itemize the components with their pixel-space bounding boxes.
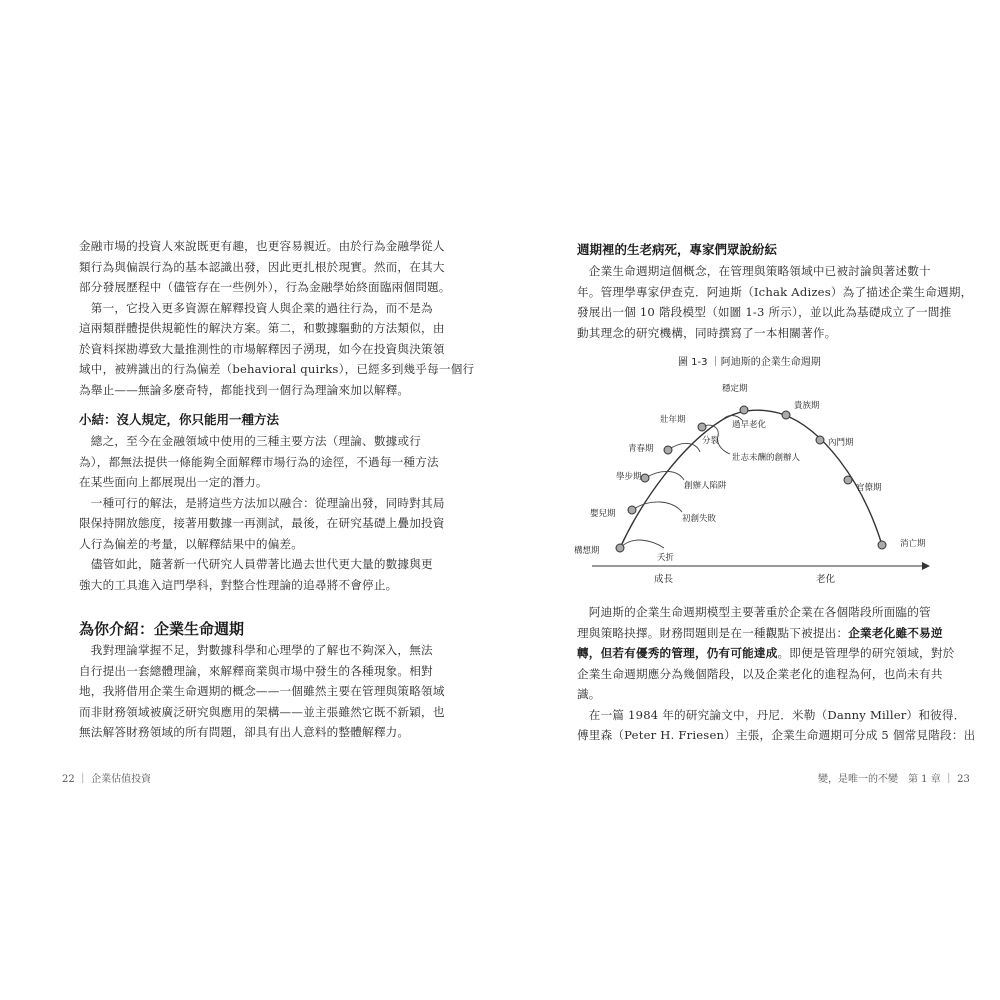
trap-arc-1 — [620, 540, 664, 548]
text-line — [577, 623, 943, 644]
text-line: 部分發展歷程中（儘管存在一些例外），行為金融學始終面臨兩個問題。 — [79, 280, 451, 294]
text-line: 自行提出一套總體理論，來解釋商業與市場中發生的各種現象。相對 — [79, 663, 433, 678]
text-line: 我對理論掌握不足，對數據科學和心理學的了解也不夠深入，無法 — [79, 643, 433, 657]
text-line — [577, 705, 966, 726]
line-text: 企業生命週期應分為幾個階段，以及企業老化的進程為何，也尚未有共 — [577, 666, 943, 681]
right-page — [500, 0, 1000, 1000]
right-footer: 變，是唯一的不變 第 1 章 ｜ 23 — [818, 774, 970, 785]
stage-dot-infancy — [628, 506, 636, 514]
text-line — [577, 602, 931, 623]
stage-dot-bureaucracy — [844, 476, 852, 484]
stage-label-3: 青春期 — [628, 444, 654, 454]
right-after-paragraph — [577, 602, 976, 746]
trap-label-3: 分裂 — [702, 436, 720, 446]
text-line: 在某些面向上都展現出一定的潛力。 — [79, 475, 268, 489]
text-line: 而非財務領域被廣泛研究與應用的架構——並主張雖然它既不新穎，也 — [79, 704, 445, 719]
text-line — [577, 725, 976, 746]
trap-label-1: 初創失敗 — [682, 514, 717, 524]
trap-label-4: 過早老化 — [732, 420, 767, 430]
text-line: 儘管如此，隨著新一代研究人員帶著比過去世代更大量的數據與更 — [79, 557, 433, 571]
text-line: 限保持開放態度，接著用數據一再測試，最後，在研究基礎上疊加投資 — [79, 516, 445, 530]
text-line: 這兩類群體提供規範性的解決方案。第二，和數據驅動的方法類似，由 — [79, 321, 445, 335]
text-line: 強大的工具進入這門學科，對整合性理論的追尋將不會停止。 — [79, 577, 398, 592]
right-intro-paragraph — [577, 261, 973, 343]
stage-label-6: 貴族期 — [794, 401, 820, 411]
text-line: 地，我將借用企業生命週期的概念——一個雖然主要在管理與策略領域 — [79, 684, 445, 698]
text-line — [577, 664, 943, 685]
stage-label-0: 構想期 — [574, 546, 600, 556]
stage-label-8: 官僚期 — [856, 483, 882, 493]
stage-label-4: 壯年期 — [660, 415, 686, 425]
emphasis-text: 企業老化雖不易逆 — [848, 625, 943, 640]
intro-paragraph — [79, 236, 475, 400]
text-line: 於資料探勘導致大量推測性的市場解釋因子湧現，如今在投資與決策領 — [79, 341, 445, 356]
text-line: 發展出一個 10 階段模型（如圖 1-3 所示），並以此為基礎成立了一間推 — [577, 305, 952, 319]
stage-label-5: 穩定期 — [722, 384, 748, 394]
trap-arc-4 — [668, 443, 700, 452]
stage-dot-aristocracy — [782, 411, 790, 419]
stage-dot-stable — [740, 406, 748, 414]
text-line: 年。管理學專家伊查克．阿迪斯（Ichak Adizes）為了描述企業生命週期， — [577, 284, 973, 299]
stage-label-9: 消亡期 — [900, 539, 926, 549]
right-heading: 週期裡的生老病死，專家們眾說紛紜 — [577, 242, 778, 257]
axis-label-aging: 老化 — [816, 574, 836, 585]
stage-label-7: 內鬥期 — [828, 438, 854, 448]
line-text: 識。 — [577, 687, 601, 701]
text-line: 金融市場的投資人來說既更有趣，也更容易親近。由於行為金融學從人 — [79, 239, 445, 253]
figure-title: 圖 1-3 ｜阿迪斯的企業生命週期 — [678, 357, 821, 368]
trap-label-5: 壯志未酬的創辦人 — [732, 453, 801, 463]
axis-arrow — [922, 562, 930, 570]
stage-dot-recrimination — [816, 436, 824, 444]
stage-label-2: 學步期 — [616, 472, 642, 482]
text-line: 為），都無法提供一條能夠全面解釋市場行為的途徑，不過每一種方法 — [79, 454, 439, 469]
text-line: 無法解答財務領域的所有問題，卻具有出人意料的整體解釋力。 — [79, 725, 410, 739]
text-line: 為舉止——無論多麼奇特，都能找到一個行為理論來加以解釋。 — [79, 382, 410, 397]
text-line: 總之，至今在金融領域中使用的三種主要方法（理論、數據或行 — [79, 434, 422, 448]
line-text: 阿迪斯的企業生命週期模型主要著重於企業在各個階段所面臨的管 — [577, 605, 931, 619]
line-text: 在一篇 1984 年的研究論文中，丹尼．米勒（Danny Miller）和彼得． — [577, 707, 966, 722]
text-line: 企業生命週期這個概念，在管理與策略領域中已被討論與著述數十 — [577, 264, 931, 278]
stage-dot-prime — [698, 423, 706, 431]
text-line — [577, 643, 955, 664]
text-line: 動其理念的研究機構，同時撰寫了一本相關著作。 — [577, 325, 837, 340]
trap-label-2: 創辦人陷阱 — [684, 481, 727, 491]
section-paragraph — [79, 640, 445, 743]
text-line — [577, 684, 931, 705]
stage-dot-gogo — [641, 474, 649, 482]
section-heading: 為你介紹：企業生命週期 — [79, 620, 245, 638]
text-line: 類行為與偏誤行為的基本認識出發，因此更扎根於現實。然而，在其大 — [79, 259, 445, 274]
line-text: 。即便是管理學的研究領域，對於 — [777, 646, 955, 660]
line-text: 傅里森（Peter H. Friesen）主張，企業生命週期可分成 5 個常見階段：出 — [577, 728, 976, 742]
emphasis-text: 轉，但若有優秀的管理，仍有可能達成 — [577, 646, 778, 660]
text-line: 第一，它投入更多資源在解釋投資人與企業的過往行為，而不是為 — [79, 300, 433, 315]
lifecycle-curve — [620, 410, 882, 548]
lifecycle-diagram — [572, 370, 942, 590]
stage-dot-adolescence — [664, 446, 672, 454]
text-line: 域中，被辨識出的行為偏差（behavioral quirks），已經多到幾乎每一個行 — [79, 362, 475, 376]
line-text: 理與策略抉擇。財務問題則是在一種觀點下被提出： — [577, 625, 849, 640]
axis-label-growth: 成長 — [654, 574, 674, 585]
stage-label-1: 嬰兒期 — [590, 509, 616, 519]
stage-dot-death — [878, 541, 886, 549]
text-line: 一種可行的解法，是將這些方法加以融合：從理論出發，同時對其局 — [79, 495, 445, 510]
summary-paragraph — [79, 431, 445, 595]
left-footer: 22 ｜ 企業估值投資 — [62, 774, 152, 785]
trap-label-0: 夭折 — [657, 553, 675, 563]
stage-dot-courtship — [616, 544, 624, 552]
text-line: 人行為偏差的考量，以解釋結果中的偏差。 — [79, 536, 304, 551]
summary-heading: 小結：沒人規定，你只能用一種方法 — [79, 412, 280, 427]
